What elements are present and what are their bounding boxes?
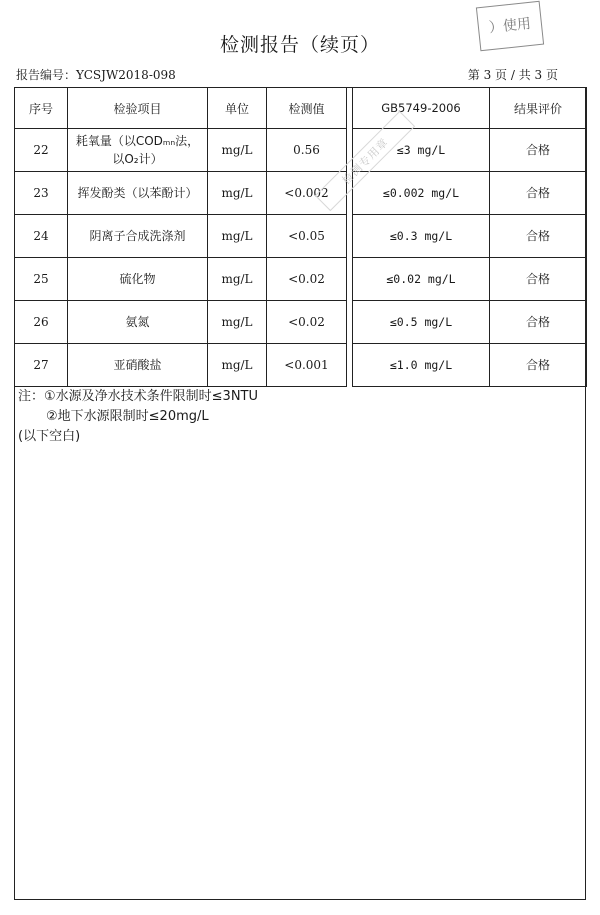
row-unit: mg/L [208,301,267,344]
row-item-line2: 以O₂计） [112,152,163,166]
stamp-seal: ）使用 [476,1,544,51]
row-item [68,129,208,172]
note-blank-marker: (以下空白) [18,429,81,444]
report-title: 检测报告（续页） [219,34,380,56]
row-result: 合格 [490,129,587,172]
header-item: 检验项目 [68,88,208,129]
row-unit: mg/L [208,344,267,387]
table-row [15,129,587,172]
row-value: <0.05 [267,215,347,258]
row-standard: ≤0.02 mg/L [353,258,490,301]
table-row [15,172,587,215]
header-standard: GB5749-2006 [353,88,490,129]
row-no: 25 [15,258,68,301]
row-unit: mg/L [208,129,267,172]
row-result: 合格 [490,258,587,301]
header-unit: 单位 [208,88,267,129]
watermark-stamp: 检测专用章 [315,111,415,211]
row-unit: mg/L [208,258,267,301]
row-item: 阴离子合成洗涤剂 [68,215,208,258]
row-standard: ≤1.0 mg/L [353,344,490,387]
row-standard: ≤3 mg/L [353,129,490,172]
note-line-1: 注：①水源及净水技术条件限制时≤3NTU [18,389,258,404]
report-number [16,66,176,83]
results-table [14,87,587,387]
table-row [15,301,587,344]
row-item: 氨氮 [68,301,208,344]
row-standard: ≤0.5 mg/L [353,301,490,344]
row-value: <0.02 [267,258,347,301]
row-result: 合格 [490,301,587,344]
row-item-line1: 耗氧量（以CODₘₙ法， [75,134,200,148]
notes-block [18,387,258,447]
table-row [15,344,587,387]
table-row [15,258,587,301]
row-value: <0.002 [267,172,347,215]
report-number-label: 报告编号： [16,68,77,82]
row-no: 22 [15,129,68,172]
row-result: 合格 [490,344,587,387]
header-result: 结果评价 [490,88,587,129]
table-header-row [15,88,587,129]
page-info: 第 3 页 / 共 3 页 [467,68,558,82]
row-item: 挥发酚类（以苯酚计） [68,172,208,215]
report-number-value: YCSJW2018-098 [76,68,176,82]
row-result: 合格 [490,172,587,215]
row-value: <0.001 [267,344,347,387]
row-unit: mg/L [208,215,267,258]
note-line-2: ②地下水源限制时≤20mg/L [46,409,209,424]
row-result: 合格 [490,215,587,258]
row-no: 23 [15,172,68,215]
row-standard: ≤0.002 mg/L [353,172,490,215]
row-no: 24 [15,215,68,258]
row-value: 0.56 [267,129,347,172]
row-item: 亚硝酸盐 [68,344,208,387]
header-no: 序号 [15,88,68,129]
row-unit: mg/L [208,172,267,215]
row-value: <0.02 [267,301,347,344]
row-standard: ≤0.3 mg/L [353,215,490,258]
row-no: 26 [15,301,68,344]
table-row [15,215,587,258]
row-no: 27 [15,344,68,387]
row-item: 硫化物 [68,258,208,301]
header-value: 检测值 [267,88,347,129]
